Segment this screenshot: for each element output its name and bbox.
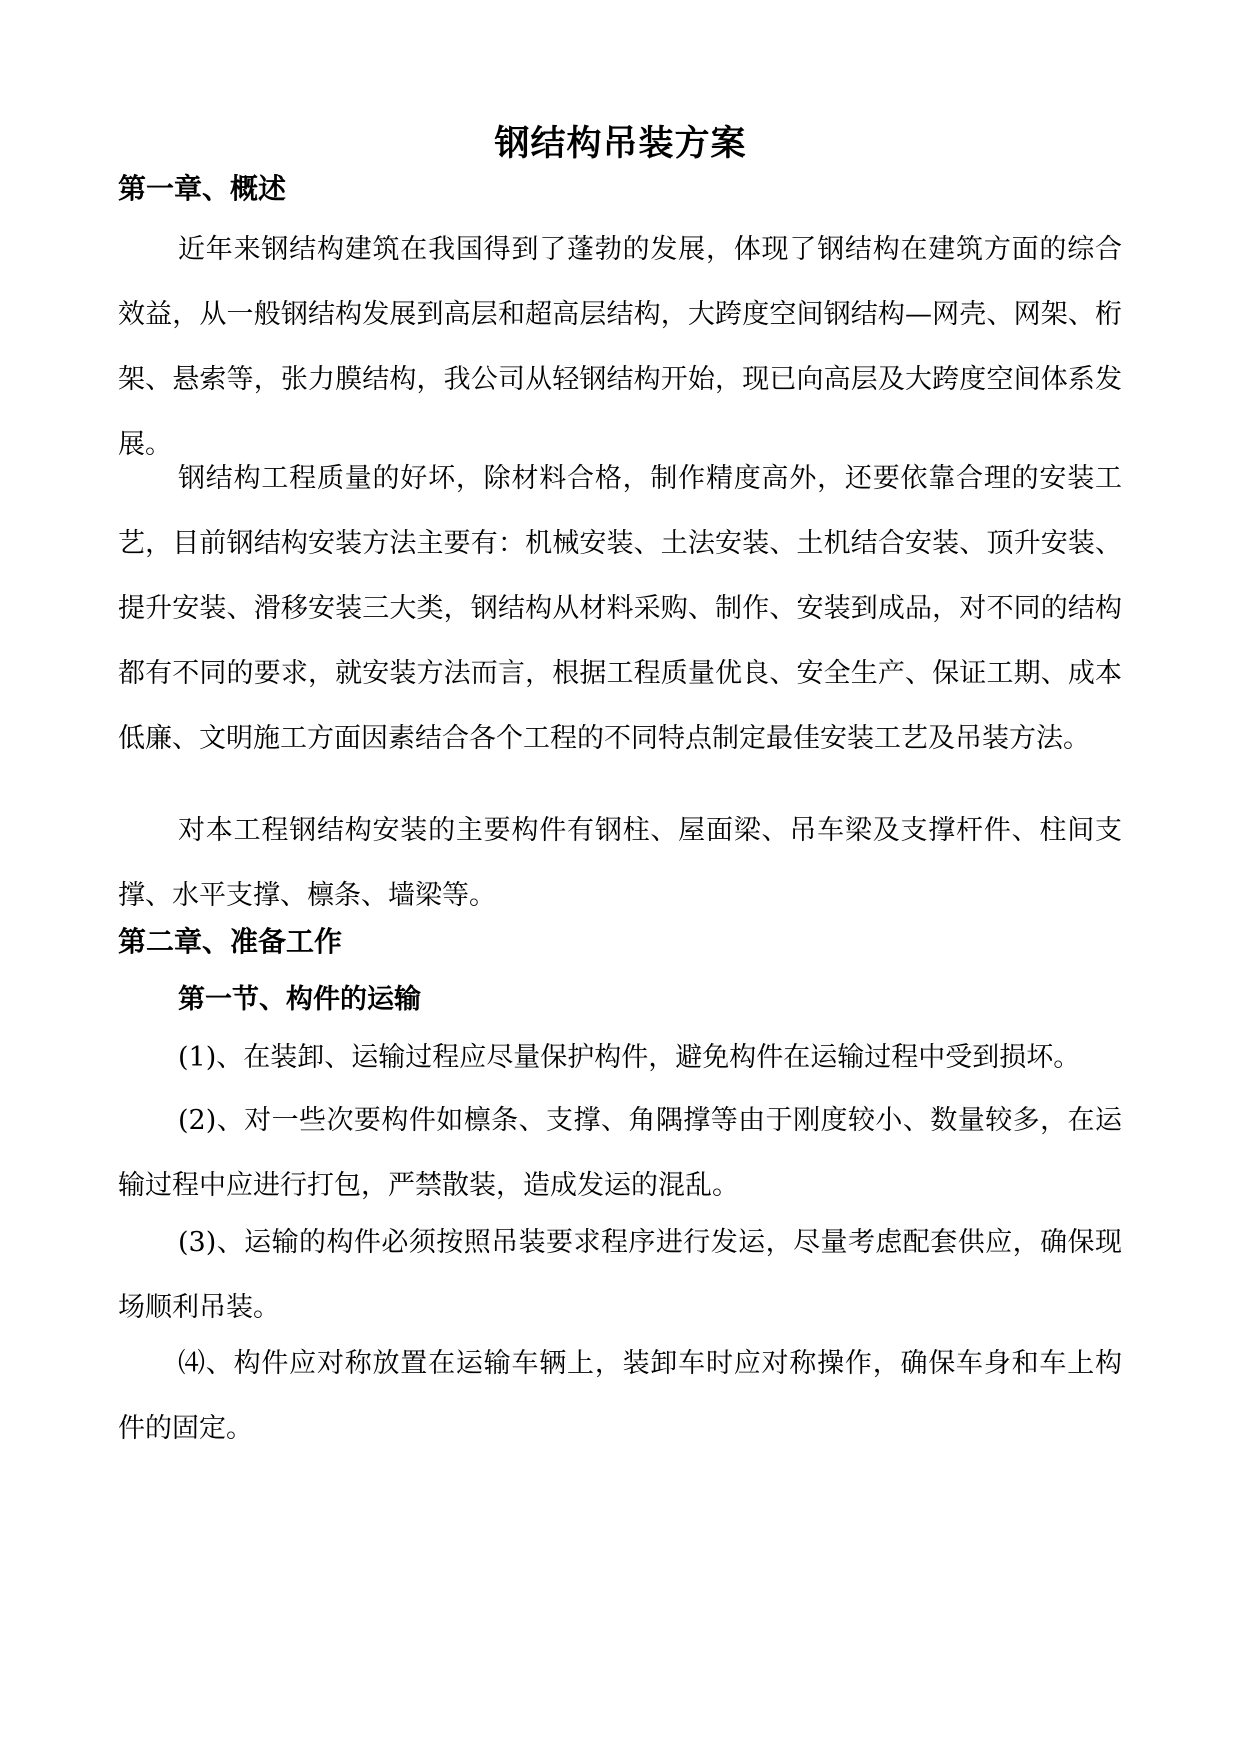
section-1-heading: 第一节、构件的运输: [178, 984, 421, 1015]
transport-item-3: (3)、运输的构件必须按照吊装要求程序进行发运，尽量考虑配套供应，确保现场顺利吊装。: [118, 1227, 1122, 1323]
document-title: 钢结构吊装方案: [494, 124, 747, 164]
transport-item-1: (1)、在装卸、运输过程应尽量保护构件，避免构件在运输过程中受到损坏。: [178, 1042, 1081, 1073]
transport-item-2: (2)、对一些次要构件如檩条、支撑、角隅撑等由于刚度较小、数量较多，在运输过程中应进行打包，严禁散装，造成发运的混乱。: [118, 1105, 1122, 1201]
chapter-1-paragraph-2: 钢结构工程质量的好坏，除材料合格，制作精度高外，还要依靠合理的安装工艺，目前钢结构安装方法主要有：机械安装、土法安装、土机结合安装、顶升安装、提升安装、滑移安装三大类，钢结构从材料采购、制作、安装到成品，对不同的结构都有不同的要求，就安装方法而言，根据工程质量优良、安全生产、保证工期、成本低廉、文明施工方面因素结合各个工程的不同特点制定最佳安装工艺及吊装方法。: [118, 463, 1122, 754]
chapter-2-heading: 第二章、准备工作: [118, 925, 343, 958]
chapter-1-paragraph-3: 对本工程钢结构安装的主要构件有钢柱、屋面梁、吊车梁及支撑杆件、柱间支撑、水平支撑、檩条、墙梁等。: [118, 815, 1122, 911]
chapter-1-paragraph-1: 近年来钢结构建筑在我国得到了蓬勃的发展，体现了钢结构在建筑方面的综合效益，从一般钢结构发展到高层和超高层结构，大跨度空间钢结构—网壳、网架、桁架、悬索等，张力膜结构，我公司从轻钢结构开始，现已向高层及大跨度空间体系发展。: [118, 234, 1122, 460]
transport-item-4: ⑷、构件应对称放置在运输车辆上，装卸车时应对称操作，确保车身和车上构件的固定。: [118, 1348, 1122, 1444]
chapter-1-heading: 第一章、概述: [118, 172, 287, 205]
